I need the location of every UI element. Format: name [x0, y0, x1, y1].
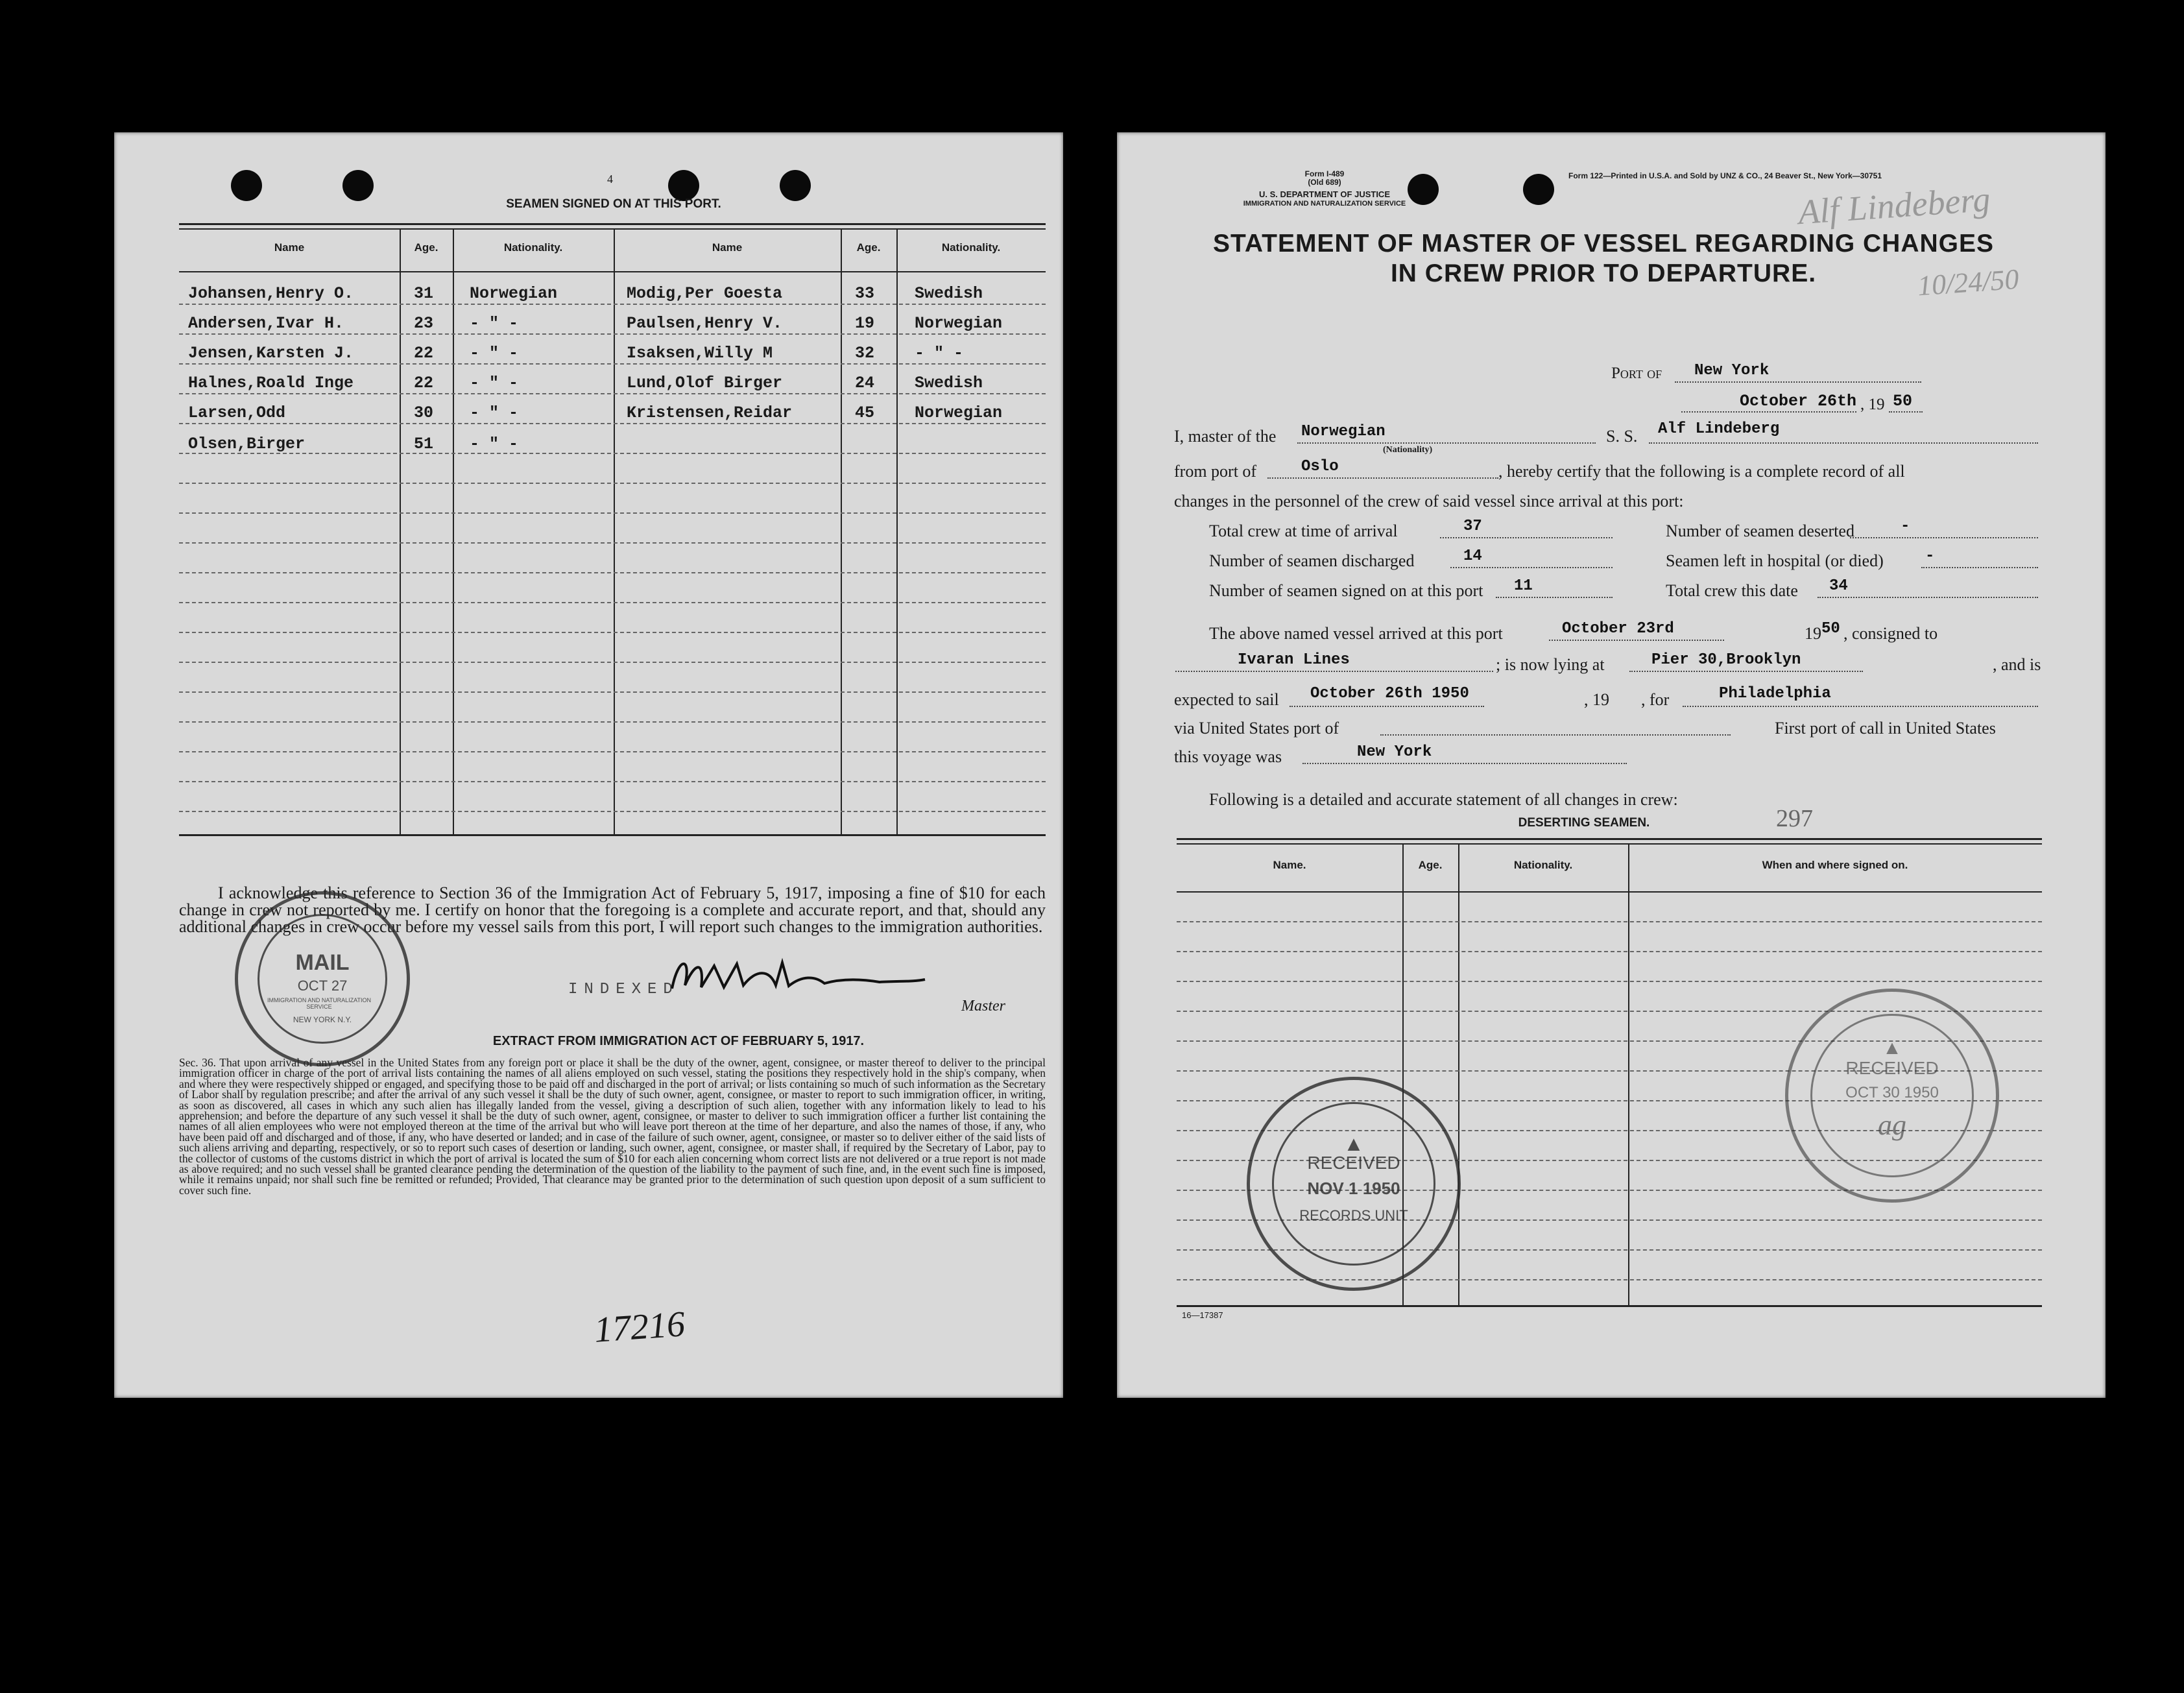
crew-nationality: Norwegian	[470, 284, 558, 303]
col-header-age: Age.	[414, 241, 438, 254]
dept-name: U. S. DEPARTMENT OF JUSTICE	[1259, 189, 1390, 199]
deserted-label: Number of seamen deserted	[1666, 522, 1854, 540]
row-line	[179, 363, 1046, 365]
year-value: 50	[1893, 392, 1913, 411]
form-header	[1260, 170, 1389, 187]
row-line	[179, 781, 1046, 782]
expected-year-label: , 19	[1584, 690, 1609, 709]
ss-label: S. S.	[1606, 427, 1638, 446]
voyage-line	[1302, 763, 1627, 764]
year-prefix: , 19	[1860, 396, 1885, 413]
discharged-value: 14	[1463, 547, 1482, 565]
total-crew-arrival-value: 37	[1463, 518, 1482, 535]
row-line	[1177, 981, 2042, 982]
received-stamp-2: ▲ RECEIVED OCT 30 1950 ag	[1785, 989, 1999, 1203]
page-number: 4	[607, 173, 613, 186]
crew-name: Modig,Per Goesta	[627, 284, 783, 303]
crew-age: 32	[855, 344, 875, 363]
certify-text: , hereby certify that the following is a complete record of all	[1498, 462, 1905, 481]
following-text: Following is a detailed and accurate statement of all changes in crew:	[1209, 790, 1678, 809]
row-line	[179, 632, 1046, 633]
arrived-line	[1549, 640, 1724, 641]
nationality-value: Norwegian	[1301, 423, 1386, 440]
mail-stamp-line3: IMMIGRATION AND NATURALIZATION SERVICE	[267, 997, 371, 1010]
row-line	[179, 691, 1046, 693]
col-header-age-2: Age.	[856, 241, 881, 254]
mail-stamp-line2: OCT 27	[297, 978, 348, 994]
date-line	[1681, 411, 1856, 413]
master-of-label: I, master of the	[1174, 427, 1277, 446]
total-crew-date-value: 34	[1829, 577, 1848, 595]
service-name: IMMIGRATION AND NATURALIZATION SERVICE	[1243, 200, 1406, 208]
received-date: NOV 1 1950	[1307, 1179, 1400, 1198]
col-divider	[1628, 843, 1629, 1305]
punch-hole	[1523, 174, 1554, 205]
table-header-rule	[179, 271, 1046, 272]
crew-age: 30	[414, 403, 434, 422]
for-label: , for	[1641, 690, 1670, 709]
crew-nationality: Norwegian	[915, 314, 1003, 333]
indexed-stamp: INDEXED	[568, 981, 679, 998]
extract-title: EXTRACT FROM IMMIGRATION ACT OF FEBRUARY 5, 1917.	[492, 1034, 865, 1048]
deserting-title: DESERTING SEAMEN.	[1518, 816, 1650, 830]
col-divider	[841, 228, 842, 834]
col-divider	[400, 228, 401, 834]
crew-age: 31	[414, 284, 434, 303]
desert-col-age: Age.	[1418, 859, 1443, 871]
expected-line	[1290, 706, 1484, 707]
via-line	[1380, 734, 1731, 736]
master-signature	[666, 950, 938, 1002]
received-label-2: RECEIVED	[1845, 1058, 1939, 1078]
row-line	[179, 572, 1046, 573]
crew-name: Kristensen,Reidar	[627, 403, 793, 422]
signed-on-label: Number of seamen signed on at this port	[1209, 581, 1483, 600]
punch-hole	[668, 170, 699, 201]
voyage-value: New York	[1357, 743, 1432, 761]
first-port-label: First port of call in United States	[1775, 719, 1996, 738]
col-header-nationality: Nationality.	[503, 241, 563, 254]
count-line	[1450, 567, 1613, 568]
crew-age: 51	[414, 435, 434, 453]
date-value: October 26th	[1740, 392, 1857, 411]
hospital-value: -	[1925, 547, 1935, 565]
master-label: Master	[961, 998, 1005, 1015]
desert-table-bottom	[1177, 1305, 2042, 1307]
crew-name: Lund,Olof Birger	[627, 374, 783, 392]
crew-nationality: Norwegian	[915, 403, 1003, 422]
col-divider	[453, 228, 454, 834]
lying-at-line	[1629, 671, 1863, 672]
for-value: Philadelphia	[1719, 685, 1831, 702]
form-number: Form I-489	[1304, 169, 1345, 178]
expected-label: expected to sail	[1174, 690, 1279, 709]
mail-stamp	[235, 891, 410, 1066]
desert-col-when-where: When and where signed on.	[1762, 859, 1908, 871]
count-line	[1440, 537, 1613, 538]
row-line	[179, 333, 1046, 335]
crew-age: 22	[414, 374, 434, 392]
form-title-2: IN CREW PRIOR TO DEPARTURE.	[1390, 259, 1817, 287]
row-line	[179, 811, 1046, 812]
count-line	[1496, 597, 1613, 598]
col-divider	[614, 228, 615, 834]
lying-at-value: Pier 30,Brooklyn	[1651, 651, 1801, 669]
records-unit: RECORDS UNIT	[1299, 1207, 1408, 1223]
port-line	[1675, 381, 1921, 383]
table-top-rule-2	[179, 228, 1046, 230]
table-bottom-rule	[179, 834, 1046, 836]
col-header-name: Name	[274, 241, 305, 254]
row-line	[179, 542, 1046, 544]
table-top-rule	[179, 223, 1046, 225]
crew-nationality: - " -	[470, 435, 519, 453]
crew-name: Andersen,Ivar H.	[188, 314, 344, 333]
expected-value: October 26th 1950	[1310, 685, 1469, 702]
count-line	[1818, 597, 2038, 598]
crew-name: Olsen,Birger	[188, 435, 306, 453]
crew-nationality: - " -	[915, 344, 964, 363]
row-line	[179, 453, 1046, 454]
row-line	[1177, 921, 2042, 922]
desert-table-top	[1177, 838, 2042, 840]
crew-age: 45	[855, 403, 875, 422]
discharged-label: Number of seamen discharged	[1209, 551, 1415, 570]
for-line	[1683, 706, 2038, 707]
from-port-line	[1267, 477, 1498, 479]
crew-nationality: - " -	[470, 403, 519, 422]
row-line	[179, 662, 1046, 663]
section-title: SEAMEN SIGNED ON AT THIS PORT.	[506, 197, 721, 211]
arrived-year-value: 50	[1821, 620, 1840, 638]
mail-stamp-line1: MAIL	[295, 950, 350, 975]
received-label: RECEIVED	[1307, 1153, 1400, 1173]
col-divider	[1458, 843, 1459, 1305]
and-is-label: , and is	[1993, 655, 2041, 674]
stamp-initials: ag	[1878, 1109, 1906, 1141]
crew-nationality: Swedish	[915, 374, 983, 392]
desert-table-header-rule	[1177, 891, 2042, 893]
row-line	[179, 602, 1046, 603]
ship-line	[1649, 442, 2038, 444]
form-old: (Old 689)	[1308, 178, 1341, 187]
crew-name: Paulsen,Henry V.	[627, 314, 783, 333]
crew-nationality: Swedish	[915, 284, 983, 303]
consigned-to-label: , consigned to	[1843, 624, 1938, 643]
received-stamp-records: ▲ RECEIVED NOV 1 1950 RECORDS UNIT	[1247, 1077, 1461, 1291]
crew-nationality: - " -	[470, 344, 519, 363]
crew-name: Larsen,Odd	[188, 403, 286, 422]
printer-line: Form 122—Printed in U.S.A. and Sold by UNZ & CO., 24 Beaver St., New York—30751	[1568, 171, 1882, 180]
footer-code: 16—17387	[1182, 1310, 1223, 1320]
punch-hole	[231, 170, 262, 201]
row-line	[179, 512, 1046, 514]
punch-hole	[780, 170, 811, 201]
count-line	[1921, 567, 2038, 568]
right-page	[1117, 132, 2106, 1398]
year-line	[1889, 411, 1923, 413]
extract-text: Sec. 36. That upon arrival of any vessel in the United States from any foreign port or place it shall be the duty of the owner, agent, consignee, or master thereof to deliver to the principal immigration officer in charge of the port of arrival lists containing the names of all aliens employed on such vessel, stating the positions they respectively hold in the ship's company, when and where they were respectively shipped or engaged, and specifying those to be paid off and discharged in the port of arrival; or lists containing so much of such information as the Secretary of Labor shall by regulation prescribe; and after the arrival of any such vessel it shall be the duty of such owner, agent, consignee, or master to report to such immigration officer, in writing, as soon as discovered, all cases in which any such alien has illegally landed from the vessel, giving a description of such alien, together with any information likely to lead to his apprehension; and before the departure of any such vessel it shall be the duty of such owner, agent, consignee, or master to deliver to such immigration officer a further list containing the names of all alien employees who were not employed thereon at the time of the arrival but who will leave port thereon at the time of her departure, and also the names of those, if any, who have been paid off and discharged and of those, if any, who have deserted or landed; and in case of the failure of such owner, agent, consignee, or master so to deliver either of the said lists of such aliens arriving and departing, respectively, or so to report such cases of desertion or landing, such owner, agent, consignee, or master shall, if required by the Secretary of Labor, pay to the collector of customs of the customs district in which the port of arrival is located the sum of $10 for each alien concerning whom correct lists are not delivered or a true report is not made as above required; and no such vessel shall be granted clearance pending the determination of the question of the liability to the payment of such fine, and, in the event such fine is imposed, while it remains unpaid; nor shall such fine be remitted or refunded; Provided, That clearance may be granted prior to the determination of such question upon deposit of a sum sufficient to cover such fine.	[179, 1056, 1046, 1197]
hospital-label: Seamen left in hospital (or died)	[1666, 551, 1884, 570]
ship-name: Alf Lindeberg	[1658, 420, 1780, 438]
via-label: via United States port of	[1174, 719, 1339, 738]
consignee-value: Ivaran Lines	[1238, 651, 1350, 669]
lying-at-label: ; is now lying at	[1496, 655, 1605, 674]
voyage-label: this voyage was	[1174, 747, 1282, 766]
crew-age: 19	[855, 314, 875, 333]
from-port-label: from port of	[1174, 462, 1257, 481]
punch-hole	[342, 170, 374, 201]
crew-age: 23	[414, 314, 434, 333]
col-header-name-2: Name	[712, 241, 743, 254]
row-line	[1177, 951, 2042, 952]
file-number: 17216	[593, 1304, 686, 1351]
certify-text-2: changes in the personnel of the crew of said vessel since arrival at this port:	[1174, 492, 1684, 510]
nationality-caption: (Nationality)	[1383, 445, 1433, 455]
received-date-2: OCT 30 1950	[1845, 1084, 1939, 1101]
from-port-value: Oslo	[1301, 458, 1339, 475]
count-line	[1850, 537, 2038, 538]
col-divider	[896, 228, 898, 834]
col-header-nationality-2: Nationality.	[941, 241, 1001, 254]
port-of-value: New York	[1694, 362, 1770, 379]
desert-col-name: Name.	[1273, 859, 1306, 871]
row-line	[179, 423, 1046, 424]
crew-nationality: - " -	[470, 374, 519, 392]
handwritten-date: 10/24/50	[1916, 263, 2020, 302]
arrived-year: 19	[1805, 624, 1821, 643]
crew-age: 33	[855, 284, 875, 303]
row-line	[179, 483, 1046, 484]
total-crew-date-label: Total crew this date	[1666, 581, 1798, 600]
deserted-value: -	[1901, 518, 1910, 535]
crew-name: Halnes,Roald Inge	[188, 374, 354, 392]
row-line	[179, 393, 1046, 394]
crew-name: Jensen,Karsten J.	[188, 344, 354, 363]
desert-col-nationality: Nationality.	[1513, 859, 1573, 871]
form-title-1: STATEMENT OF MASTER OF VESSEL REGARDING CHANGES	[1212, 230, 1995, 258]
row-line	[179, 751, 1046, 752]
nationality-line	[1297, 442, 1596, 444]
arrived-value: October 23rd	[1562, 620, 1674, 638]
consignee-line	[1175, 671, 1493, 672]
signed-on-value: 11	[1514, 577, 1533, 595]
page-stamp-number: 297	[1776, 805, 1813, 832]
total-crew-arrival-label: Total crew at time of arrival	[1209, 522, 1398, 540]
left-page	[114, 132, 1063, 1398]
port-of-label: Port of	[1611, 365, 1662, 382]
arrived-label: The above named vessel arrived at this port	[1209, 624, 1503, 643]
crew-age: 24	[855, 374, 875, 392]
acknowledgement-text: I acknowledge this reference to Section 36 of the Immigration Act of February 5, 1917, imposing a fine of $10 for each change in crew not reported by me. I certify on honor that the foregoing is a complete and accurate report, and that, should any additional changes in crew occur before my vessel sails from this port, I will report such changes to the immigration authorities.	[179, 883, 1046, 936]
crew-age: 22	[414, 344, 434, 363]
crew-nationality: - " -	[470, 314, 519, 333]
crew-name: Isaksen,Willy M	[627, 344, 773, 363]
mail-stamp-line4: NEW YORK N.Y.	[293, 1015, 352, 1024]
crew-name: Johansen,Henry O.	[188, 284, 354, 303]
desert-table-top-2	[1177, 843, 2042, 845]
handwritten-name: Alf Lindeberg	[1797, 179, 1992, 232]
row-line	[179, 304, 1046, 305]
row-line	[179, 721, 1046, 723]
